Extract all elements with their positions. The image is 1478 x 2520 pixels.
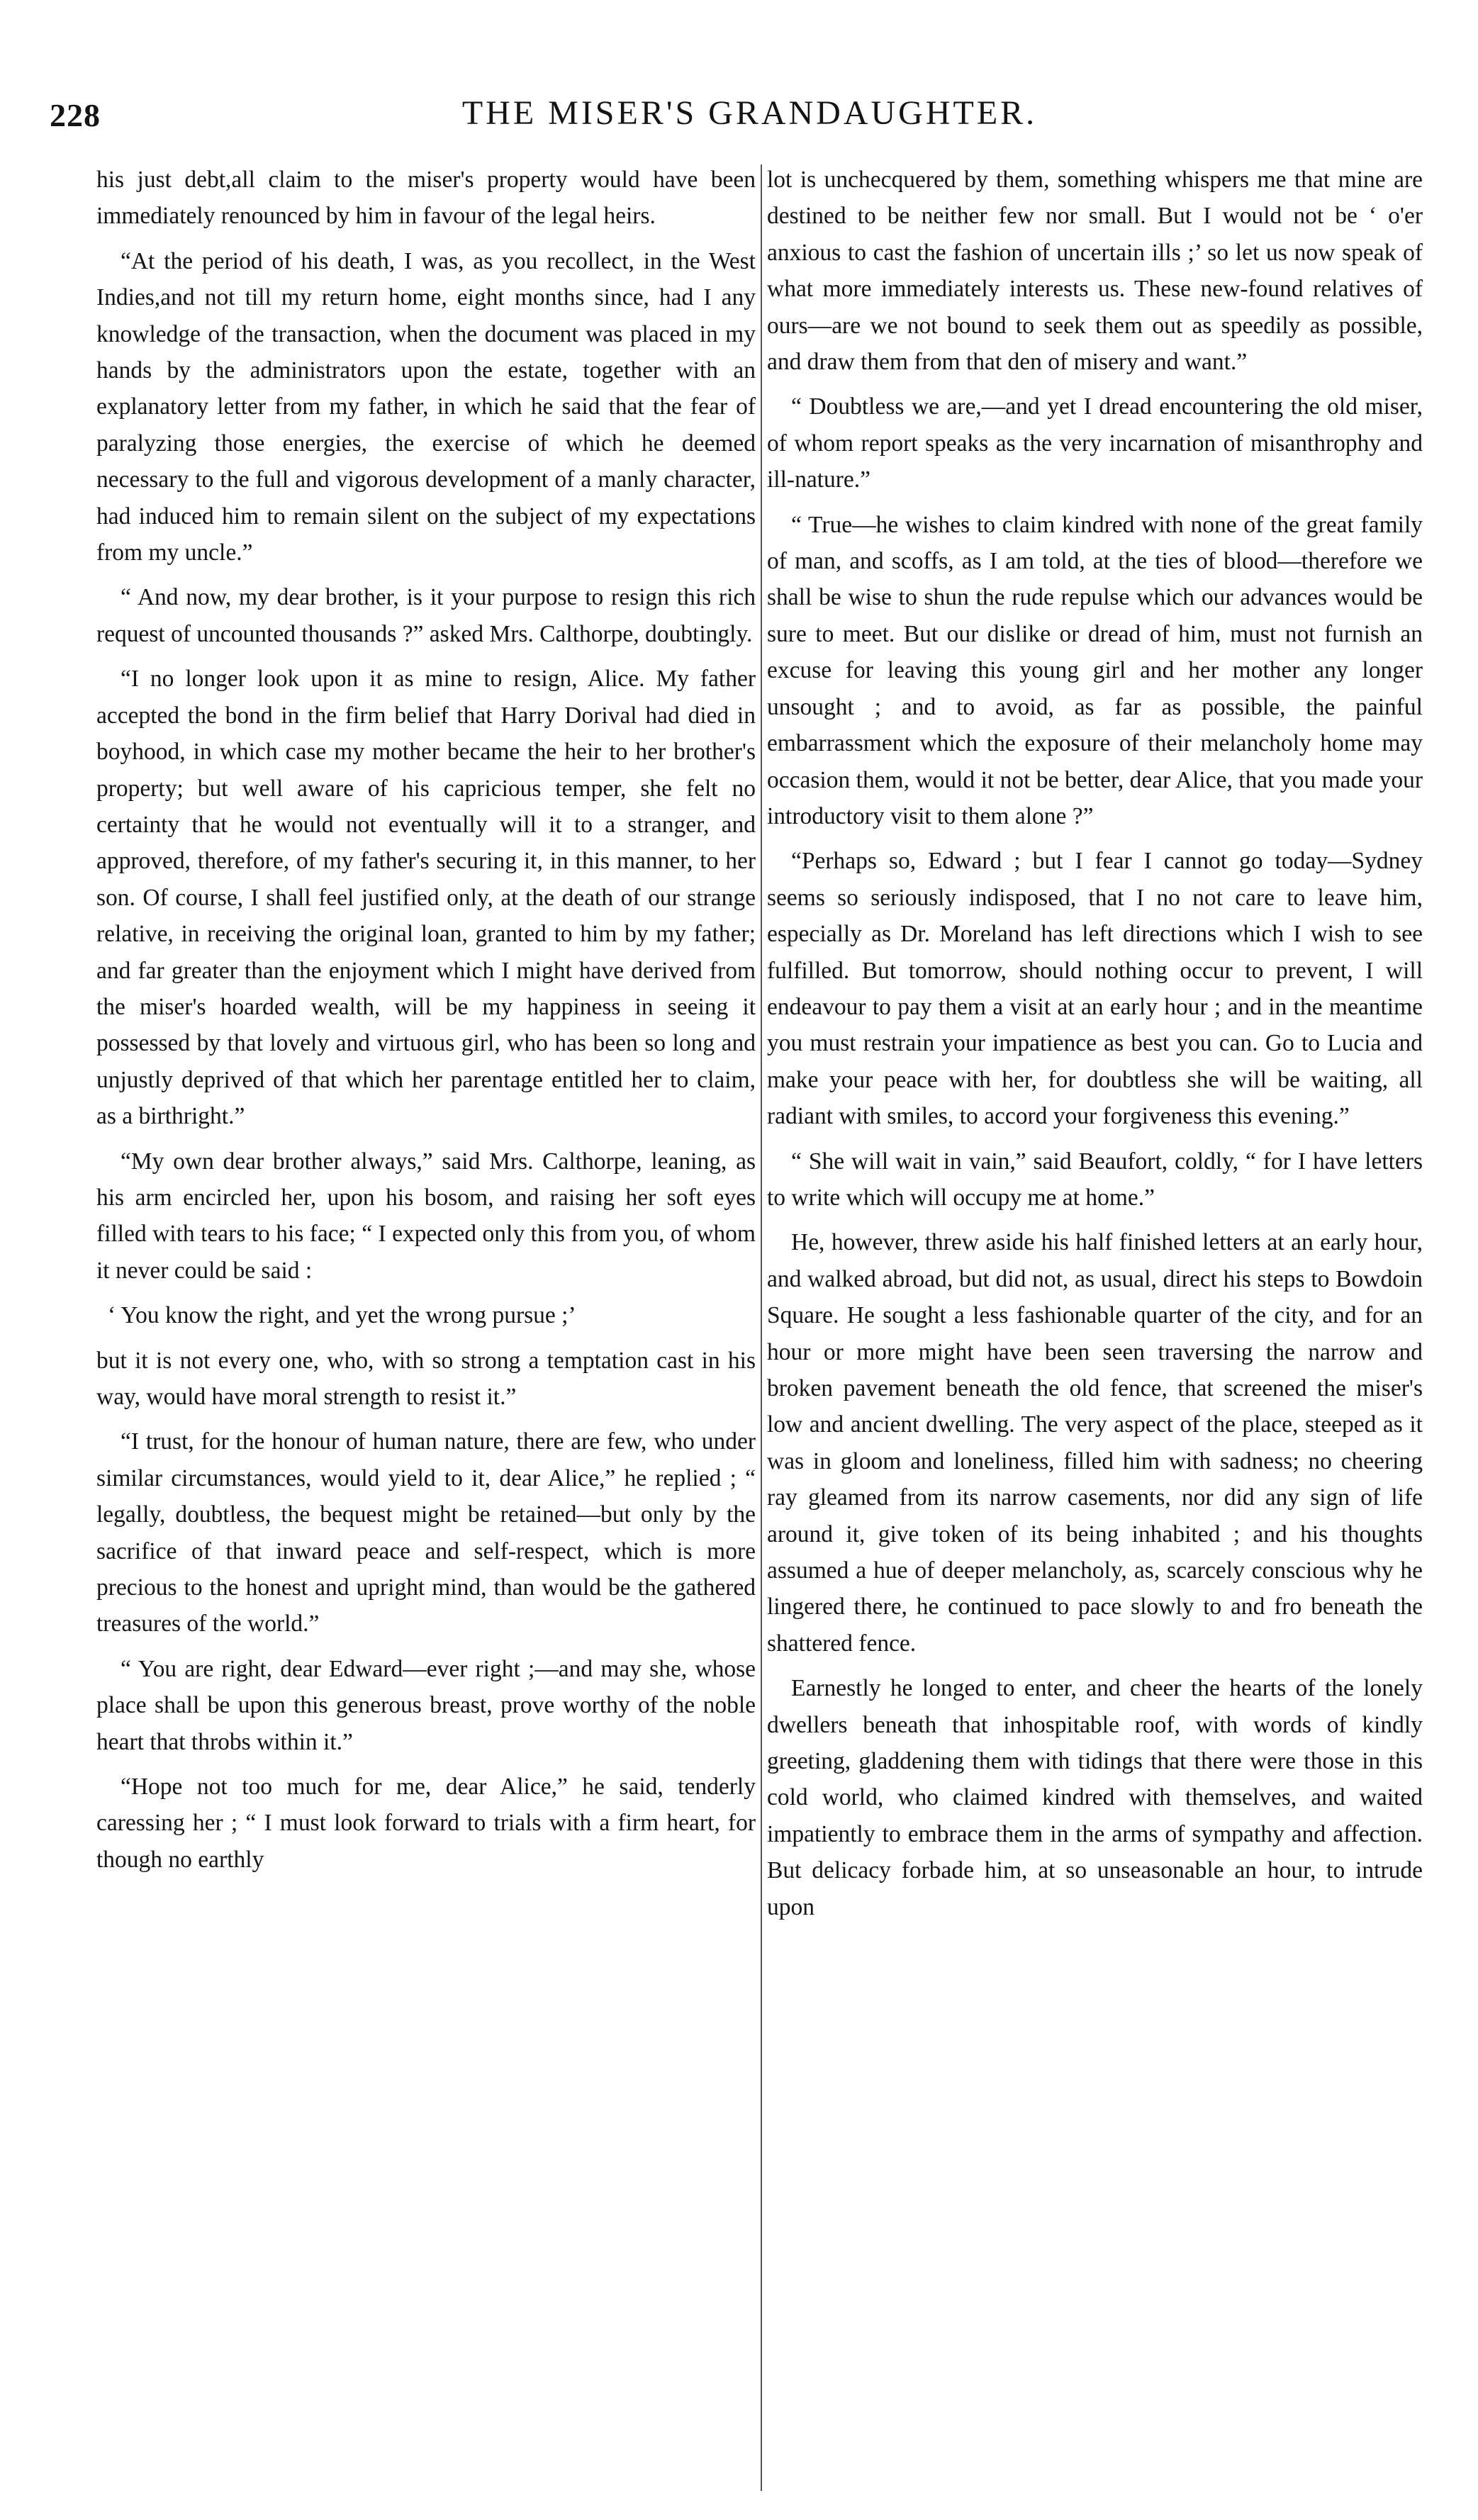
column-divider (761, 164, 762, 2491)
paragraph: “ True—he wishes to claim kindred with none of the great family of man, and scoffs, as I am told, at the ties of blood—therefore we shall be wise to shun the rude repulse which our advances would be sure to meet. But our dislike or dread of him, must not furnish an excuse for leaving this young girl and her mother any longer unsought ; and to avoid, as far as possible, the painful embarrassment which the exposure of their melancholy home may occasion them, would it not be better, dear Alice, that you made your introductory visit to them alone ?” (767, 511, 1423, 829)
paragraph: “I no longer look upon it as mine to resign, Alice. My father accepted the bond in the firm belief that Harry Dorival had died in boyhood, in which case my mother became the heir to her brother's property; but well aware of his capricious temper, she felt no certainty that he would not eventually will it to a stranger, and approved, therefore, of my father's securing it, in this manner, to her son. Of course, I shall feel justified only, at the death of our strange relative, in receiving the original loan, granted to him by my father; and far greater than the enjoyment which I might have derived from the miser's hoarded wealth, will be my happiness in seeing it possessed by that lovely and virtuous girl, who has been so long and unjustly deprived of that which her parentage entitled her to claim, as a birthright.” (96, 666, 756, 1130)
page-number: 228 (50, 97, 101, 133)
paragraph: “Perhaps so, Edward ; but I fear I cannot go today—Sydney seems so seriously indisposed, that I no not care to leave him, especially as Dr. Moreland has left directions which I wish to see fulfilled. But tomorrow, should nothing occur to prevent, I will endeavour to pay them a visit at an early hour ; and in the meantime you must restrain your impatience as best you can. Go to Lucia and make your peace with her, for doubtless she will be waiting, all radiant with smiles, to accord your forgiveness this evening.” (767, 848, 1423, 1130)
paragraph: “Hope not too much for me, dear Alice,” he said, tenderly caressing her ; “ I must look forward to trials with a firm heart, for though no earthly (96, 1774, 756, 1873)
paragraph: his just debt,all claim to the miser's property would have been immediately renounced by him in favour of the legal heirs. (96, 167, 756, 230)
paragraph: “ You are right, dear Edward—ever right ;—and may she, whose place shall be upon this generous breast, prove worthy of the noble heart that throbs within it.” (96, 1655, 756, 1755)
paragraph: “At the period of his death, I was, as you recollect, in the West Indies,and not till my return home, eight months since, had I any knowledge of the transaction, when the document was placed in my hands by the administrators upon the estate, together with an explanatory letter from my father, in which he said that the fear of paralyzing those energies, the exercise of which he deemed necessary to the full and vigorous development of a manly character, had induced him to remain silent on the subject of my expectations from my uncle.” (96, 247, 756, 566)
paragraph: “ She will wait in vain,” said Beaufort, coldly, “ for I have letters to write which will occupy me at home.” (767, 1148, 1423, 1211)
paragraph: Earnestly he longed to enter, and cheer the hearts of the lonely dwellers beneath that inhospitable roof, with words of kindly greeting, gladdening them with tidings that there were those in this cold world, who claimed kindred with themselves, and waited impatiently to embrace them in the arms of sympathy and affection. But delicacy forbade him, at so unseasonable an hour, to intrude upon (767, 1675, 1423, 1920)
paragraph: He, however, threw aside his half finished letters at an early hour, and walked abroad, but did not, as usual, direct his steps to Bowdoin Square. He sought a less fashionable quarter of the city, and for an hour or more might have been seen traversing the narrow and broken pavement beneath the old fence, that screened the miser's low and ancient dwelling. The very aspect of the place, steeped as it was in gloom and loneliness, filled him with sadness; no cheering ray gleamed from its narrow casements, nor did any sign of life around it, give token of its being inhabited ; and his thoughts assumed a hue of deeper melancholy, as, scarcely conscious why he lingered there, he continued to pace slowly to and fro beneath the shattered fence. (767, 1229, 1423, 1657)
right-column (767, 162, 1423, 2494)
running-title: THE MISER'S GRANDAUGHTER. (461, 94, 1038, 132)
paragraph: but it is not every one, who, with so strong a temptation cast in his way, would have moral strength to resist it.” (96, 1347, 756, 1410)
paragraph: “My own dear brother always,” said Mrs. Calthorpe, leaning, as his arm encircled her, upon his bosom, and raising her soft eyes filled with tears to his face; “ I expected only this from you, of whom it never could be said : (96, 1148, 756, 1284)
paragraph: “I trust, for the honour of human nature, there are few, who under similar circumstances, would yield to it, dear Alice,” he replied ; “ legally, doubtless, the bequest might be retained—but only by the sacrifice of that inward peace and self-respect, which is more precious to the honest and upright mind, than would be the gathered treasures of the world.” (96, 1428, 756, 1637)
paragraph: “ And now, my dear brother, is it your purpose to resign this rich request of uncounted thousands ?” asked Mrs. Calthorpe, doubtingly. (96, 584, 756, 647)
paragraph: lot is unchecquered by them, something whispers me that mine are destined to be neither few nor small. But I would not be ‘ o'er anxious to cast the fashion of uncertain ills ;’ so let us now speak of what more immediately interests us. These new-found relatives of ours—are we not bound to seek them out as speedily as possible, and draw them from that den of misery and want.” (767, 167, 1423, 376)
paragraph: “ Doubtless we are,—and yet I dread encountering the old miser, of whom report speaks as the very incarnation of misanthrophy and ill-nature.” (767, 393, 1423, 493)
running-head (50, 94, 1421, 143)
verse-quote: ‘ You know the right, and yet the wrong pursue ;’ (108, 1302, 576, 1329)
left-column (96, 162, 756, 2494)
